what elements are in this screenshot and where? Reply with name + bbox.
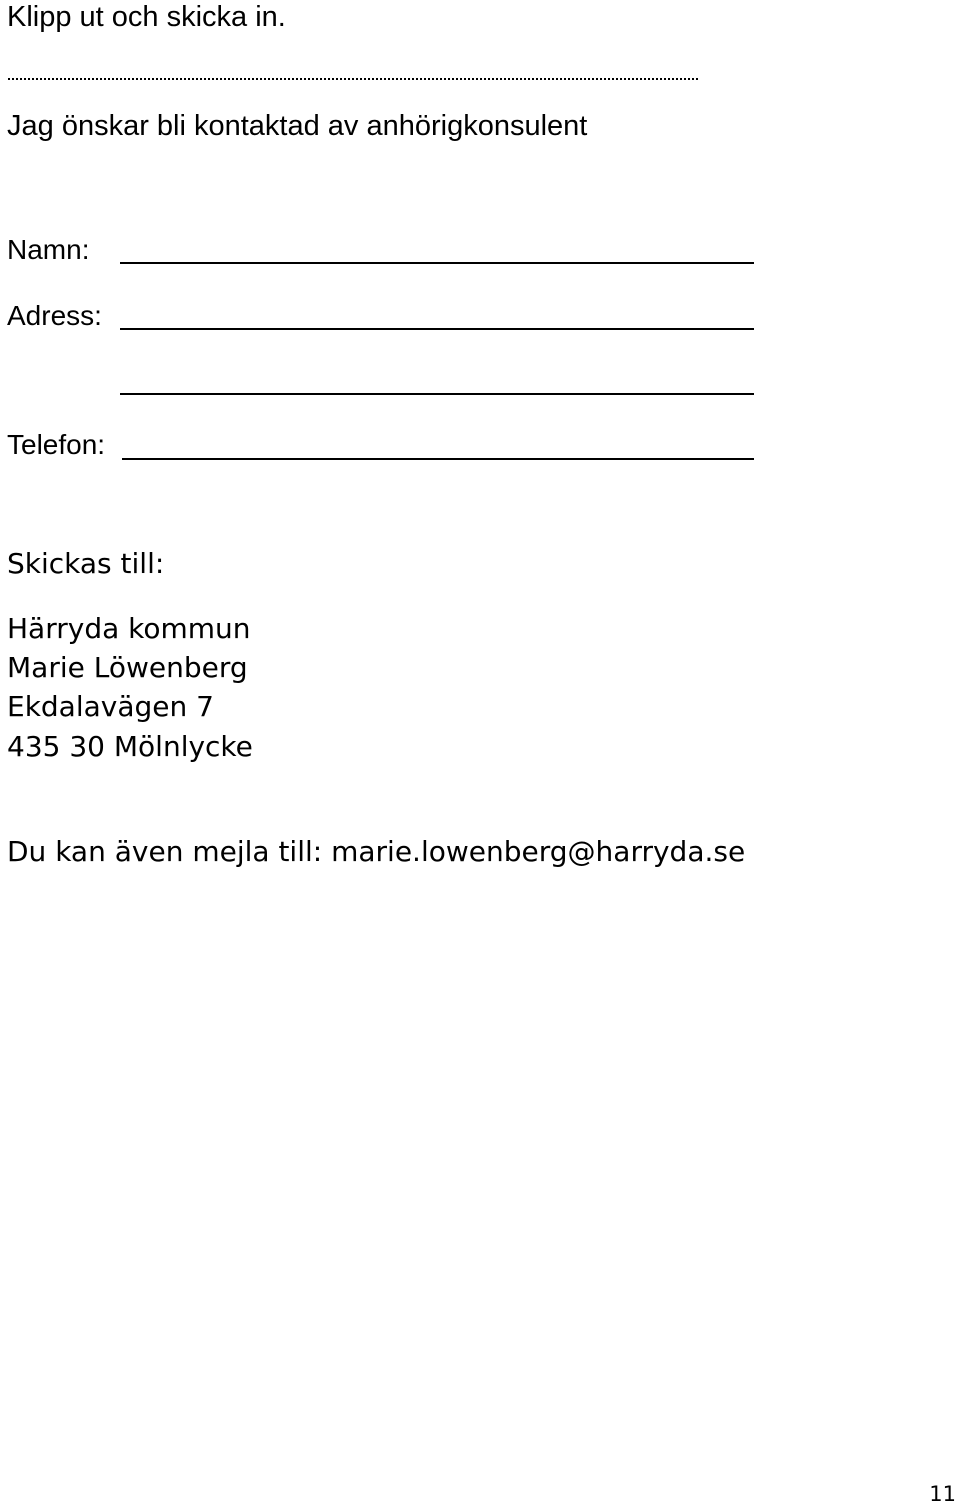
dotted-cut-line — [8, 78, 698, 80]
request-heading: Jag önskar bli kontaktad av anhörigkonsulent — [7, 110, 588, 142]
page-number: 11 — [929, 1482, 956, 1506]
name-field-line[interactable] — [120, 262, 754, 264]
address-label: Adress: — [7, 300, 102, 331]
address-field-line-1[interactable] — [120, 328, 754, 330]
cut-instruction: Klipp ut och skicka in. — [7, 1, 286, 33]
name-label: Namn: — [7, 234, 90, 265]
phone-label: Telefon: — [7, 429, 106, 460]
recipient-postal-city: 435 30 Mölnlycke — [7, 730, 253, 763]
recipient-person: Marie Löwenberg — [7, 651, 248, 684]
recipient-street: Ekdalavägen 7 — [7, 690, 214, 723]
email-contact-text: Du kan även mejla till: marie.lowenberg@harryda.se — [7, 835, 746, 868]
recipient-organization: Härryda kommun — [7, 612, 251, 645]
send-to-label: Skickas till: — [7, 547, 165, 580]
address-field-line-2[interactable] — [120, 393, 754, 395]
phone-field-line[interactable] — [122, 458, 754, 460]
